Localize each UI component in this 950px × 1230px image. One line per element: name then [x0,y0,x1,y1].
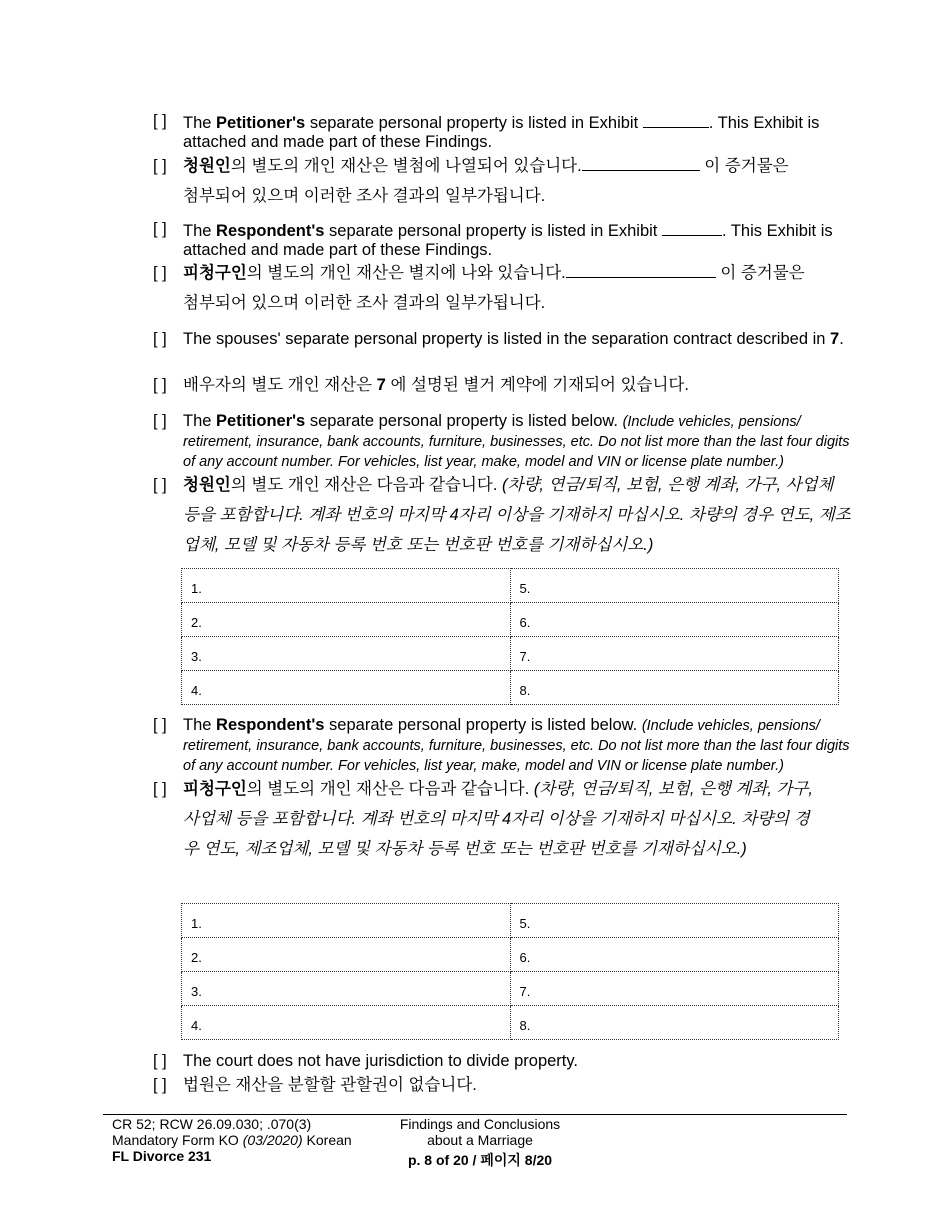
exhibit-blank[interactable] [582,155,700,171]
instructions: (차량, 연금/퇴직, 보험, 은행 계좌, 가구, 사업체 등을 포함합니다. 계좌 번호의 마지막 4자리 이상을 기재하지 마십시오. 차량의 경우 연도, 제조업체, 모델 및 자동차 등록 번호 또는 번호판 번호를 기재하십시오.) [183,476,851,554]
table-cell[interactable]: 2. [182,938,511,972]
table-cell[interactable]: 7. [510,637,839,671]
checkbox[interactable]: [ ] [153,780,167,798]
table-cell[interactable]: 2. [182,603,511,637]
table-row [182,1006,839,1040]
footer-left: CR 52; RCW 26.09.030; .070(3) Mandatory Form KO (03/2020) Korean FL Divorce 231 [112,1116,352,1164]
exhibit-blank[interactable] [643,112,709,128]
checkbox[interactable]: [ ] [153,476,167,494]
page-number: p. 8 of 20 / 페이지 8/20 [407,1152,553,1168]
table-row [182,972,839,1006]
form-id: FL Divorce 231 [112,1148,212,1164]
table-cell[interactable]: 3. [182,637,511,671]
petitioner-property-table [181,568,839,705]
checkbox[interactable]: [ ] [153,1076,167,1094]
checkbox[interactable]: [ ] [153,1052,167,1070]
instructions: (Include vehicles, pensions/ retirement, insurance, bank accounts, furniture, businesses, etc. Do not list more than the last four digits of any account number. For vehicles, list year, make, model and VIN or license plate number.) [183,414,850,470]
instructions: (차량, 연금/퇴직, 보험, 은행 계좌, 가구, 사업체 등을 포함합니다. 계좌 번호의 마지막 4자리 이상을 기재하지 마십시오. 차량의 경우 연도, 제조업체, 모델 및 자동차 등록 번호 또는 번호판 번호를 기재하십시오.) [183,780,813,858]
table-row [182,569,839,603]
table-cell[interactable]: 4. [182,671,511,705]
table-cell[interactable]: 8. [510,671,839,705]
checkbox[interactable]: [ ] [153,157,167,175]
checkbox[interactable]: [ ] [153,264,167,282]
checkbox[interactable]: [ ] [153,412,167,430]
checkbox[interactable]: [ ] [153,220,167,238]
checkbox[interactable]: [ ] [153,330,167,348]
table-row [182,637,839,671]
table-cell[interactable]: 8. [510,1006,839,1040]
table-cell[interactable]: 7. [510,972,839,1006]
exhibit-blank[interactable] [662,220,722,236]
table-row [182,904,839,938]
instructions: (Include vehicles, pensions/ retirement, insurance, bank accounts, furniture, businesses, etc. Do not list more than the last four digits of any account number. For vehicles, list year, make, model and VIN or license plate number.) [183,718,850,774]
table-cell[interactable]: 3. [182,972,511,1006]
footer-divider [103,1114,847,1115]
footer-center: Findings and Conclusions about a Marriage p. 8 of 20 / 페이지 8/20 [399,1116,561,1168]
table-row [182,671,839,705]
checkbox[interactable]: [ ] [153,112,167,130]
table-cell[interactable]: 4. [182,1006,511,1040]
table-cell[interactable]: 5. [510,569,839,603]
table-cell[interactable]: 6. [510,603,839,637]
table-row [182,938,839,972]
checkbox[interactable]: [ ] [153,376,167,394]
petitioner-exhibit-text: The Petitioner's separate personal property is listed in Exhibit . This Exhibit is attached and made part of these Findings. [183,114,820,151]
table-cell[interactable]: 6. [510,938,839,972]
table-cell[interactable]: 1. [182,569,511,603]
table-cell[interactable]: 5. [510,904,839,938]
exhibit-blank[interactable] [566,262,716,278]
respondent-property-table [181,903,839,1040]
table-cell[interactable]: 1. [182,904,511,938]
table-row [182,603,839,637]
checkbox[interactable]: [ ] [153,716,167,734]
